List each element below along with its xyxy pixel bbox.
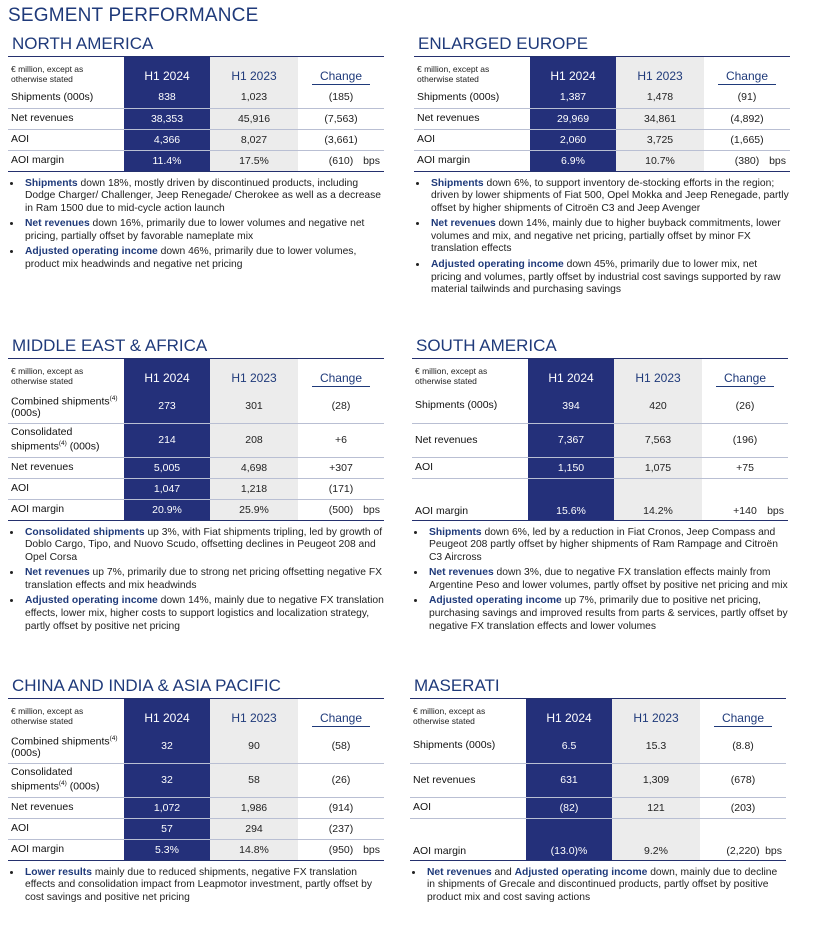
- col-h1-2023: H1 2023: [210, 359, 298, 389]
- value-h1-2023: 90: [210, 729, 298, 763]
- value-change: (237): [298, 818, 384, 839]
- unit-bps: bps: [765, 844, 782, 857]
- list-item: • Net revenues down 14%, mainly due to higher buyback commitments, lower volumes and mix, and negative net pricing, partially offset by minor FX translation effects: [428, 218, 790, 256]
- value-change: +6: [298, 423, 384, 457]
- value-h1-2023: 1,478: [616, 87, 704, 108]
- value-change: (2,220) bps: [700, 818, 786, 860]
- row-label: Shipments (000s): [412, 389, 528, 423]
- col-h1-2023: H1 2023: [616, 57, 704, 87]
- value-h1-2024: 1,387: [530, 87, 616, 108]
- value-h1-2023: 14.2%: [614, 478, 702, 520]
- segment-north-america: [8, 34, 384, 275]
- commentary-list: [414, 178, 790, 297]
- row-label: AOI: [412, 457, 528, 478]
- segment-china-india-apac: [8, 676, 384, 907]
- value-h1-2023: 1,023: [210, 87, 298, 108]
- table-row: [412, 389, 788, 423]
- value-h1-2024: 4,366: [124, 129, 210, 150]
- value-h1-2023: 15.3: [612, 729, 700, 763]
- row-label: Shipments (000s): [8, 87, 124, 108]
- units-label: € million, except as otherwise stated: [417, 64, 490, 84]
- value-h1-2024: 7,367: [528, 423, 614, 457]
- list-item: • Adjusted operating income up 7%, primarily due to positive net pricing, purchasing savings and improved results from parts & services, partly offset by negative FX translation effects and lower volumes: [426, 595, 788, 633]
- value-h1-2023: 10.7%: [616, 150, 704, 171]
- list-item: • Net revenues and Adjusted operating income down, mainly due to decline in shipments of Grecale and discontinued products, partly offset by positive product mix and cost saving actions: [424, 867, 786, 905]
- value-h1-2023: 3,725: [616, 129, 704, 150]
- value-h1-2024: 5,005: [124, 457, 210, 478]
- list-item: • Adjusted operating income down 45%, primarily due to lower mix, net pricing and volumes, partly offset by industrial cost savings supported by raw material tailwinds and purchasing savings: [428, 259, 790, 297]
- list-item: • Lower results mainly due to reduced shipments, negative FX translation effects and consolidation impact from Leapmotor investment, partly offset by cost savings and positive net pricing: [22, 867, 384, 905]
- value-change: (678): [700, 763, 786, 797]
- table-row: [8, 797, 384, 818]
- col-change: Change: [298, 699, 384, 729]
- units-label: € million, except as otherwise stated: [415, 366, 488, 386]
- value-h1-2024: 394: [528, 389, 614, 423]
- table-row: [414, 129, 790, 150]
- col-h1-2024: H1 2024: [526, 699, 612, 729]
- col-h1-2023: H1 2023: [614, 359, 702, 389]
- unit-bps: bps: [767, 504, 784, 517]
- value-h1-2024: (82): [526, 797, 612, 818]
- list-item: • Shipments down 6%, led by a reduction in Fiat Cronos, Jeep Compass and Peugeot 208 partly offset by higher shipments of Ram Rampage and Citroën C3 Aircross: [426, 527, 788, 565]
- col-h1-2024: H1 2024: [530, 57, 616, 87]
- value-change: (914): [298, 797, 384, 818]
- value-change: +307: [298, 457, 384, 478]
- value-h1-2024: 1,072: [124, 797, 210, 818]
- table-row: [414, 108, 790, 129]
- row-label: Net revenues: [8, 797, 124, 818]
- value-h1-2023: 34,861: [616, 108, 704, 129]
- row-label: Net revenues: [412, 423, 528, 457]
- list-item: • Shipments down 6%, to support inventory de-stocking efforts in the region; driven by lower shipments of Fiat 500, Opel Mokka and Jeep Renegade, partly offset by higher shipments of Citroën C3 and Jeep Avenger: [428, 178, 790, 216]
- value-h1-2023: 1,986: [210, 797, 298, 818]
- row-label: Combined shipments$^{(4)}$ (000s): [8, 389, 124, 423]
- row-label: AOI margin: [410, 818, 526, 860]
- segment-middle-east-africa: [8, 336, 384, 636]
- segment-title: SOUTH AMERICA: [412, 336, 788, 359]
- units-label: € million, except as otherwise stated: [413, 706, 486, 726]
- value-change: (7,563): [298, 108, 384, 129]
- value-h1-2024: 32: [124, 729, 210, 763]
- value-h1-2024: 631: [526, 763, 612, 797]
- value-h1-2024: 1,150: [528, 457, 614, 478]
- value-h1-2024: 38,353: [124, 108, 210, 129]
- value-change: (380) bps: [704, 150, 790, 171]
- value-change: (196): [702, 423, 788, 457]
- value-change: (171): [298, 478, 384, 499]
- row-label: Shipments (000s): [410, 729, 526, 763]
- row-label: AOI margin: [8, 150, 124, 171]
- col-h1-2023: H1 2023: [612, 699, 700, 729]
- col-h1-2023: H1 2023: [210, 57, 298, 87]
- value-h1-2023: 121: [612, 797, 700, 818]
- row-label: AOI: [414, 129, 530, 150]
- table-row: [8, 839, 384, 860]
- table-row: [8, 457, 384, 478]
- row-label: AOI margin: [412, 478, 528, 520]
- unit-bps: bps: [363, 503, 380, 516]
- units-label: € million, except as otherwise stated: [11, 366, 84, 386]
- segment-south-america: [412, 336, 788, 636]
- value-change: (26): [298, 763, 384, 797]
- table-row: [412, 457, 788, 478]
- value-change: +75: [702, 457, 788, 478]
- value-change: (203): [700, 797, 786, 818]
- value-change: (4,892): [704, 108, 790, 129]
- commentary-list: [412, 527, 788, 634]
- row-label: AOI margin: [8, 839, 124, 860]
- table-row: [8, 129, 384, 150]
- table-row: [414, 87, 790, 108]
- row-label: Consolidated shipments$^{(4)}$ (000s): [8, 423, 124, 457]
- value-change: (28): [298, 389, 384, 423]
- value-h1-2024: 214: [124, 423, 210, 457]
- list-item: • Shipments down 18%, mostly driven by discontinued products, including Dodge Charger/ Challenger, Jeep Renegade/ Cherokee as well as a decrease in Ram 1500 due to mid-cycle action launch: [22, 178, 384, 216]
- performance-table: [410, 699, 786, 861]
- commentary-list: [8, 178, 384, 272]
- unit-bps: bps: [363, 843, 380, 856]
- value-change: (950) bps: [298, 839, 384, 860]
- units-label: € million, except as otherwise stated: [11, 706, 84, 726]
- row-label: Net revenues: [410, 763, 526, 797]
- value-h1-2024: 6.9%: [530, 150, 616, 171]
- value-h1-2024: 29,969: [530, 108, 616, 129]
- value-h1-2023: 25.9%: [210, 499, 298, 520]
- value-h1-2023: 9.2%: [612, 818, 700, 860]
- segment-maserati: [410, 676, 786, 907]
- list-item: • Net revenues up 7%, primarily due to strong net pricing offsetting negative FX translation effects and mix headwinds: [22, 567, 384, 592]
- row-label: AOI: [8, 818, 124, 839]
- performance-table: [414, 57, 790, 172]
- col-change: Change: [700, 699, 786, 729]
- row-label: AOI margin: [8, 499, 124, 520]
- commentary-list: [8, 527, 384, 634]
- page-title: SEGMENT PERFORMANCE: [8, 5, 259, 26]
- row-label: Net revenues: [8, 457, 124, 478]
- table-row: [414, 150, 790, 171]
- segment-title: CHINA AND INDIA & ASIA PACIFIC: [8, 676, 384, 699]
- value-h1-2023: 420: [614, 389, 702, 423]
- value-h1-2024: 20.9%: [124, 499, 210, 520]
- value-h1-2024: 1,047: [124, 478, 210, 499]
- table-row: [410, 818, 786, 860]
- performance-table: [8, 359, 384, 521]
- value-h1-2024: 57: [124, 818, 210, 839]
- commentary-list: [8, 867, 384, 905]
- value-change: +140 bps: [702, 478, 788, 520]
- table-row: [8, 729, 384, 763]
- row-label: Net revenues: [414, 108, 530, 129]
- value-h1-2023: 1,218: [210, 478, 298, 499]
- col-h1-2024: H1 2024: [528, 359, 614, 389]
- performance-table: [8, 699, 384, 861]
- value-h1-2024: 11.4%: [124, 150, 210, 171]
- value-change: (1,665): [704, 129, 790, 150]
- col-h1-2024: H1 2024: [124, 359, 210, 389]
- value-h1-2024: 5.3%: [124, 839, 210, 860]
- value-h1-2024: 32: [124, 763, 210, 797]
- table-row: [412, 423, 788, 457]
- value-h1-2023: 301: [210, 389, 298, 423]
- value-h1-2024: 273: [124, 389, 210, 423]
- row-label: Consolidated shipments$^{(4)}$ (000s): [8, 763, 124, 797]
- row-label: AOI: [8, 129, 124, 150]
- row-label: Shipments (000s): [414, 87, 530, 108]
- table-row: [8, 818, 384, 839]
- list-item: • Adjusted operating income down 14%, mainly due to negative FX translation effects, lower mix, higher costs to support logistics and localization strategy, partly offset by positive net pricing: [22, 595, 384, 633]
- table-row: [410, 797, 786, 818]
- row-label: AOI: [8, 478, 124, 499]
- row-label: Net revenues: [8, 108, 124, 129]
- table-row: [8, 423, 384, 457]
- value-h1-2024: 2,060: [530, 129, 616, 150]
- col-h1-2024: H1 2024: [124, 699, 210, 729]
- value-h1-2024: 838: [124, 87, 210, 108]
- value-change: (58): [298, 729, 384, 763]
- table-row: [8, 87, 384, 108]
- unit-bps: bps: [769, 154, 786, 167]
- table-row: [412, 478, 788, 520]
- value-h1-2023: 14.8%: [210, 839, 298, 860]
- commentary-list: [410, 867, 786, 905]
- value-h1-2023: 1,309: [612, 763, 700, 797]
- segment-title: ENLARGED EUROPE: [414, 34, 790, 57]
- value-h1-2023: 4,698: [210, 457, 298, 478]
- value-h1-2023: 7,563: [614, 423, 702, 457]
- value-h1-2023: 58: [210, 763, 298, 797]
- col-change: Change: [702, 359, 788, 389]
- table-row: [8, 150, 384, 171]
- performance-table: [8, 57, 384, 172]
- segment-title: MIDDLE EAST & AFRICA: [8, 336, 384, 359]
- segment-enlarged-europe: [414, 34, 790, 300]
- list-item: • Consolidated shipments up 3%, with Fiat shipments tripling, led by growth of Doblo Cargo, Tipo, and Nuovo Scudo, offsetting declines in Peugeot 208 and Opel Corsa: [22, 527, 384, 565]
- value-h1-2023: 8,027: [210, 129, 298, 150]
- value-h1-2023: 1,075: [614, 457, 702, 478]
- value-h1-2023: 294: [210, 818, 298, 839]
- value-change: (610) bps: [298, 150, 384, 171]
- value-change: (8.8): [700, 729, 786, 763]
- value-h1-2024: 15.6%: [528, 478, 614, 520]
- col-change: Change: [298, 57, 384, 87]
- performance-table: [412, 359, 788, 521]
- table-row: [8, 763, 384, 797]
- table-row: [410, 763, 786, 797]
- col-h1-2024: H1 2024: [124, 57, 210, 87]
- value-change: (3,661): [298, 129, 384, 150]
- col-h1-2023: H1 2023: [210, 699, 298, 729]
- row-label: Combined shipments$^{(4)}$ (000s): [8, 729, 124, 763]
- units-label: € million, except as otherwise stated: [11, 64, 84, 84]
- table-row: [410, 729, 786, 763]
- segment-title: MASERATI: [410, 676, 786, 699]
- value-h1-2023: 208: [210, 423, 298, 457]
- table-row: [8, 389, 384, 423]
- value-change: (91): [704, 87, 790, 108]
- list-item: • Net revenues down 3%, due to negative FX translation effects mainly from Argentine Peso and lower volumes, partly offset by positive net pricing and mix: [426, 567, 788, 592]
- table-row: [8, 108, 384, 129]
- value-change: (26): [702, 389, 788, 423]
- value-change: (185): [298, 87, 384, 108]
- row-label: AOI: [410, 797, 526, 818]
- list-item: • Net revenues down 16%, primarily due to lower volumes and negative net pricing, partially offset by favorable nameplate mix: [22, 218, 384, 243]
- table-row: [8, 499, 384, 520]
- col-change: Change: [298, 359, 384, 389]
- unit-bps: bps: [363, 154, 380, 167]
- value-h1-2023: 17.5%: [210, 150, 298, 171]
- col-change: Change: [704, 57, 790, 87]
- table-row: [8, 478, 384, 499]
- value-change: (500) bps: [298, 499, 384, 520]
- list-item: • Adjusted operating income down 46%, primarily due to lower volumes, product mix headwinds and negative net pricing: [22, 246, 384, 271]
- row-label: AOI margin: [414, 150, 530, 171]
- value-h1-2024: (13.0)%: [526, 818, 612, 860]
- segment-title: NORTH AMERICA: [8, 34, 384, 57]
- value-h1-2023: 45,916: [210, 108, 298, 129]
- value-h1-2024: 6.5: [526, 729, 612, 763]
